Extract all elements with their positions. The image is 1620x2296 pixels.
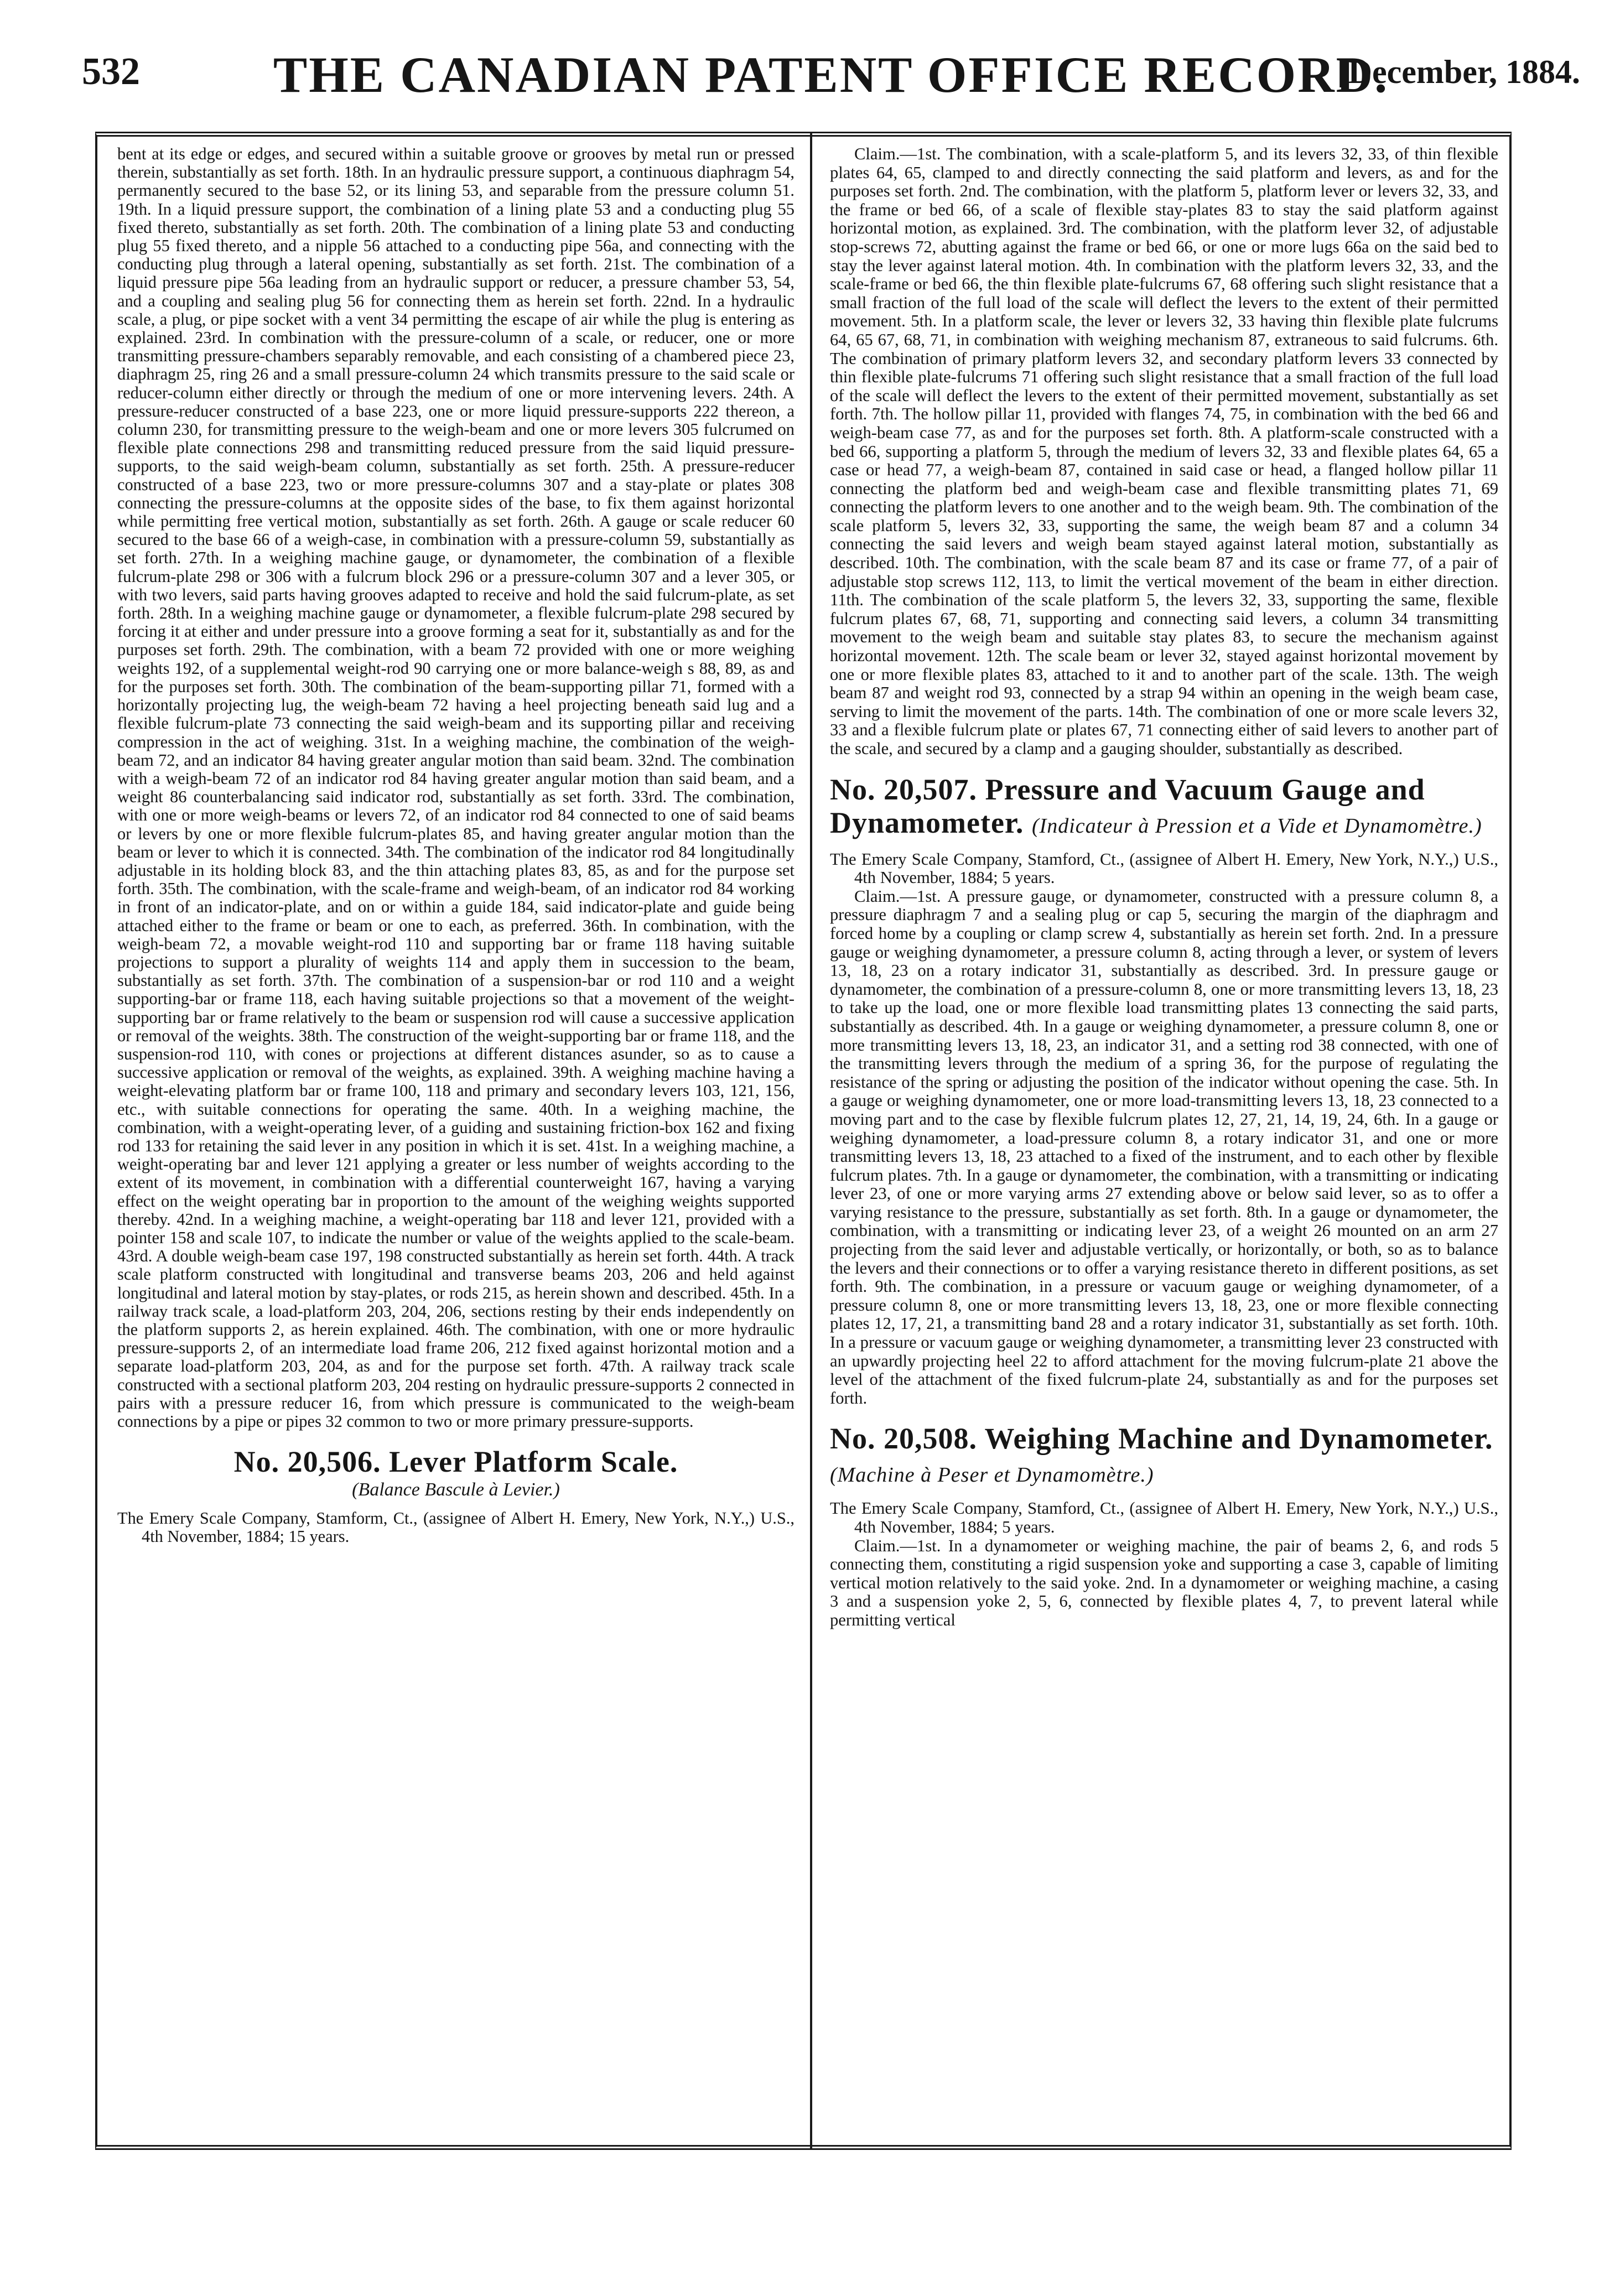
left-column [117,145,795,2137]
patent-heading [830,773,1498,843]
patent-french-title: (Balance Bascule à Levier.) [352,1479,560,1500]
patent-entry-20506 [117,1445,795,1546]
patent-number: No. 20,508. [830,1422,977,1456]
patent-assignee: The Emery Scale Company, Stamford, Ct., (assignee of Albert H. Emery, New York, N.Y.,) U.S., 4th November, 1884; 5 years. [830,849,1498,887]
patent-french-title: (Indicateur à Pression et a Vide et Dynamomètre.) [1031,814,1482,838]
patent-title: Lever Platform Scale. [389,1445,678,1479]
issue-date: [December, 1884. [1337,54,1580,90]
journal-title: THE CANADIAN PATENT OFFICE RECORD. [273,46,1389,103]
patent-number: No. 20,506. [233,1445,381,1479]
patent-entry-20508 [830,1422,1498,1629]
column-rule [810,132,812,2150]
page-number: 532 [82,50,140,93]
patent-title: Pressure and Vacuum Gauge and Dynamometer. [830,772,1425,839]
patent-heading [830,1422,1498,1492]
page-header [82,45,1580,106]
patent-heading [117,1445,795,1478]
patent-french-title: (Machine à Peser et Dynamomètre.) [830,1463,1154,1487]
patent-number: No. 20,507. [830,772,977,806]
patent-claims: Claim.—1st. In a dynamometer or weighing machine, the pair of beams 2, 6, and rods 5 connecting them, constituting a rigid suspension yoke and supporting a case 3, capable of limiting vertical motion relatively to the said yoke. 2nd. In a dynamometer or weighing machine, a casing 3 and a suspension yoke 2, 5, 6, connected by flexible plates 4, 7, to prevent lateral while permitting vertical [830,1536,1498,1629]
patent-claims: Claim.—1st. A pressure gauge, or dynamometer, constructed with a pressure column 8, a pressure diaphragm 7 and a sealing plug or cap 5, securing the margin of the diaphragm and forced home by a coupling or clamp screw 4, substantially as herein set forth. 2nd. In a pressure gauge or weighing dynamometer, a pressure column 8, acting through a lever, or system of levers 13, 18, 23 on a rotary indicator 31, substantially as described. 3rd. In pressure gauge or dynamometer, the combination of a pressure-column 8, one or more transmitting levers 13, 18, 23 to take up the load, one or more flexible load transmitting plates 13 connecting the said parts, substantially as described. 4th. In a gauge or weighing dynamometer, a pressure column 8, one or more transmitting levers 13, 18, 23, an indicator 31, and a setting rod 38 connected, with one of the transmitting levers through the medium of a spring 36, for the purpose of regulating the resistance of the spring or adjusting the position of the indicator without opening the case. 5th. In a gauge or weighing dynamometer, one or more load-transmitting levers 13, 18, 23 connected to a moving part and to the case by flexible fulcrum plates 12, 27, 21, 14, 19, 24, 6th. In a gauge or weighing dynamometer, a load-pressure column 8, a rotary indicator 31, and one or more transmitting levers 13, 18, 23 attached to a fixed of the instrument, and to each other by flexible fulcrum plates. 7th. In a gauge or dynamometer, the combination, with a transmitting or indicating lever 23, of one or more varying arms 27 extending above or below said lever, so as to offer a varying resistance to the pressure, substantially as set forth. 8th. In a gauge or dynamometer, the combination, with a transmitting or indicating lever 23, of a weight 26 mounted on an arm 27 projecting from the said lever and adjustable vertically, or horizontally, or both, so as to balance the levers and their connections or to offer a varying resistance thereto in different positions, as set forth. 9th. The combination, in a pressure or vacuum gauge or weighing dynamometer, of a pressure column 8, one or more transmitting levers 13, 18, 23, one or more flexible connecting plates 12, 17, 21, a transmitting band 28 and a rotary indicator 31, substantially as set forth. 10th. In a pressure or vacuum gauge or weighing dynamometer, a transmitting lever 23 constructed with an upwardly projecting heel 22 to afford attachment for the moving fulcrum-plate 21 above the level of the attachment of the fixed fulcrum-plate 24, substantially as and for the purposes set forth. [830,886,1498,1407]
left-column-claims-text: bent at its edge or edges, and secured within a suitable groove or grooves by metal run or pressed therein, substantially as set forth. 18th. In an hydraulic pressure support, a continuous diaphragm 54, permanently secured to the base 52, or its lining 53, and separable from the pressure column 51. 19th. In a liquid pressure support, the combination of a lining plate 53 and a conducting plug 55 fixed thereto, substantially as set forth. 20th. The combination of a lining plate 53 and conducting plug 55 fixed thereto, and a nipple 56 attached to a conducting pipe 56a, and connecting with the conducting plug through a lateral opening, substantially as set forth. 21st. The combination of a liquid pressure pipe 56a leading from an hydraulic support or reducer, a pressure chamber 53, 54, and a coupling and sealing plug 56 for connecting them as herein set forth. 22nd. In a hydraulic scale, a plug, or pipe socket with a vent 34 permitting the escape of air while the plug is entering as explained. 23rd. In combination with the pressure-column of a scale, or reducer, one or more transmitting pressure-chambers separably removable, and each consisting of a chambered piece 23, diaphragm 25, ring 26 and a small pressure-column 24 which transmits pressure to the said scale or reducer-column either directly or through the medium of one or more intervening levers. 24th. A pressure-reducer constructed of a base 223, one or more liquid pressure-supports 222 thereon, a column 230, for transmitting pressure to the weigh-beam and one or more levers 305 fulcrumed on flexible plate connections 298 and transmitting reduced pressure from the said liquid pressure-supports, to the said weigh-beam column, substantially as set forth. 25th. A pressure-reducer constructed of a base 223, two or more pressure-columns 307 and a stay-plate or plates 308 connecting the pressure-columns at the opposite sides of the base, to fix them against horizontal while permitting free vertical motion, substantially as set forth. 26th. A gauge or scale reducer 60 secured to the base 66 of a weigh-case, in combination with a pressure-column 59, substantially as set forth. 27th. In a weighing machine gauge, or dynamometer, the combination of a flexible fulcrum-plate 298 or 306 with a fulcrum block 296 or a pressure-column 307 and a lever 305, or with two levers, said parts having grooves adapted to receive and hold the said fulcrum-plate, as set forth. 28th. In a weighing machine gauge or dynamometer, a flexible fulcrum-plate 298 secured by forcing it at either and under pressure into a groove forming a seat for it, substantially as and for the purposes set forth. 29th. The combination, with a beam 72 provided with one or more weighing weights 192, of a supplemental weight-rod 90 carrying one or more balance-weigh s 88, 89, as and for the purposes set forth. 30th. The combination of the beam-supporting pillar 71, formed with a horizontally projecting lug, the weigh-beam 72 having a heel projecting beneath said lug and a flexible fulcrum-plate 73 connecting the said weigh-beam and its supporting pillar and receiving compression in the act of weighing. 31st. In a weighing machine, the combination of the weigh-beam 72, and an indicator 84 having greater angular motion than said beam. 32nd. The combination with a weigh-beam 72 of an indicator rod 84 having greater angular motion than said beam, and a weight 86 counterbalancing said indicator rod, substantially as set forth. 33rd. The combination, with one or more weigh-beams or levers 72, of an indicator rod 84 connected to one of said beams or levers by one or more flexible fulcrum-plates 85, and having greater angular motion than the beam or lever to which it is connected. 34th. The combination of the indicator rod 84 longitudinally adjustable in its holding block 83, and the thin attaching plates 83, 85, as and for the purpose set forth. 35th. The combination, with the scale-frame and weigh-beam, of an indicator rod 84 working in front of an indicator-plate, and on or within a guide 184, said indicator-plate and guide being attached either to the frame or beam or one to each, as preferred. 36th. In combination, with the weigh-beam 72, a movable weight-rod 110 and supporting bar or frame 118 having suitable projections to support a plurality of weights 114 and apply them in succession to the beam, substantially as set forth. 37th. The combination of a suspension-bar or rod 110 and a weight supporting-bar or frame 118, each having suitable projections so that a movement of the weight-supporting bar or frame relatively to the beam or suspension rod will cause a successive application or removal of the weights. 38th. The construction of the weight-supporting bar or frame 118, and the suspension-rod 110, with cones or projections at different distances asunder, so as to cause a successive application or removal of the weights, as explained. 39th. A weighing machine having a weight-elevating platform bar or frame 100, 118 and primary and secondary levers 103, 121, 156, etc., with suitable connections for operating the same. 40th. In a weighing machine, the combination, with a weight-operating lever, of a guiding and sustaining friction-box 162 and fixing rod 133 for retaining the said lever in any position in which it is set. 41st. In a weighing machine, a weight-operating bar and lever 121 applying a greater or less number of weights according to the extent of its movement, in combination with a differential counterweight 167, having a varying effect on the weight operating bar in proportion to the amount of the weighing weights supported thereby. 42nd. In a weighing machine, a weight-operating bar 118 and lever 121, provided with a pointer 158 and scale 107, to indicate the number or value of the weights applied to the scale-beam. 43rd. A double weigh-beam case 197, 198 constructed substantially as herein set forth. 44th. A track scale platform constructed with longitudinal and transverse beams 203, 206 and held against longitudinal and lateral motion by stay-plates, or rods 215, as herein shown and described. 45th. In a railway track scale, a load-platform 203, 204, 206, sections resting by their ends independently on the platform supports 2, as herein explained. 46th. The combination, with one or more hydraulic pressure-supports 2, of an intermediate load frame 206, 212 fixed against horizontal motion and a separate load-platform 203, 204, as and for the purpose set forth. 47th. A railway track scale constructed with a sectional platform 203, 204 resting on hydraulic pressure-supports 2 connected in pairs with a pressure reducer 16, from which pressure is communicated to the weigh-beam connections by a pipe or pipes 32 common to two or more primary pressure-supports. [117,145,795,1431]
right-column [830,145,1498,2137]
patent-title: Weighing Machine and Dynamometer. [984,1422,1493,1456]
patent-assignee: The Emery Scale Company, Stamform, Ct., (assignee of Albert H. Emery, New York, N.Y.,) U.S., 4th November, 1884; 15 years. [117,1509,795,1546]
patent-assignee: The Emery Scale Company, Stamford, Ct., (assignee of Albert H. Emery, New York, N.Y.,) U.S., 4th November, 1884; 5 years. [830,1499,1498,1536]
patent-entry-20507 [830,773,1498,1408]
patent-20505-claims: Claim.—1st. The combination, with a scale-platform 5, and its levers 32, 33, of thin flexible plates 64, 65, clamped to and directly connecting the said platform and levers, as and for the purposes set forth. 2nd. The combination, with the platform 5, platform lever or levers 32, 33, and the frame or bed 66, of a scale of flexible stay-plates 83 to stay the said platform against horizontal motion, as explained. 3rd. The combination, with the platform lever 32, of adjustable stop-screws 72, abutting against the frame or bed 66, or one or more lugs 66a on the said bed to stay the lever against lateral motion. 4th. In combination with the platform levers 32, 33, and the scale-frame or bed 66, the thin flexible plate-fulcrums 67, 68 offering such slight resistance that a small fraction of the full load of the scale will deflect the levers to the extent of their permitted movement. 5th. In a platform scale, the lever or levers 32, 33 having thin flexible plate fulcrums 64, 65 67, 68, 71, in combination with weighing mechanism 87, extraneous to said fulcrums. 6th. The combination of primary platform levers 32, and secondary platform levers 33 connected by thin flexible plate-fulcrums 71 offering such slight resistance that a small fraction of the full load of the scale will deflect the levers to the extent of their permitted movement, substantially as set forth. 7th. The hollow pillar 11, provided with flanges 74, 75, in combination with the bed 66 and weigh-beam case 77, as and for the purposes set forth. 8th. A platform-scale constructed with a bed 66, supporting a platform 5, through the medium of levers 32, 33 and flexible plates 64, 65 a case or head 77, a weigh-beam 87, contained in said case or head, a flanged hollow pillar 11 connecting the platform bed and weigh-beam case and flexible transmitting plates 71, 69 connecting the platform levers to one another and to the weigh beam. 9th. The combination of the scale platform 5, levers 32, 33, supporting the same, the weigh beam 87 and a column 34 connecting the said levers and weigh beam stayed against lateral motion, substantially as described. 10th. The combination, with the scale beam 87 and its case or frame 77, of a pair of adjustable stop screws 112, 113, to limit the vertical movement of the beam in either direction. 11th. The combination of the scale platform 5, the levers 32, 33, supporting the same, flexible fulcrum plates 67, 68, 71, supporting and connecting said levers, a column 34 transmitting movement to the weigh beam and suitable stay plates 83, to secure the mechanism against horizontal movement. 12th. The scale beam or lever 32, stayed against horizontal movement by one or more flexible plates 83, attached to it and to another part of the scale. 13th. The weigh beam 87 and weight rod 93, connected by a strap 94 within an opening in the weigh beam case, serving to limit the movement of the parts. 14th. The combination of one or more scale levers 32, 33 and a flexible fulcrum plate or plates 67, 71 connecting either of said levers to another part of the scale, and secured by a clamp and a gauging shoulder, substantially as described. [830,145,1498,758]
